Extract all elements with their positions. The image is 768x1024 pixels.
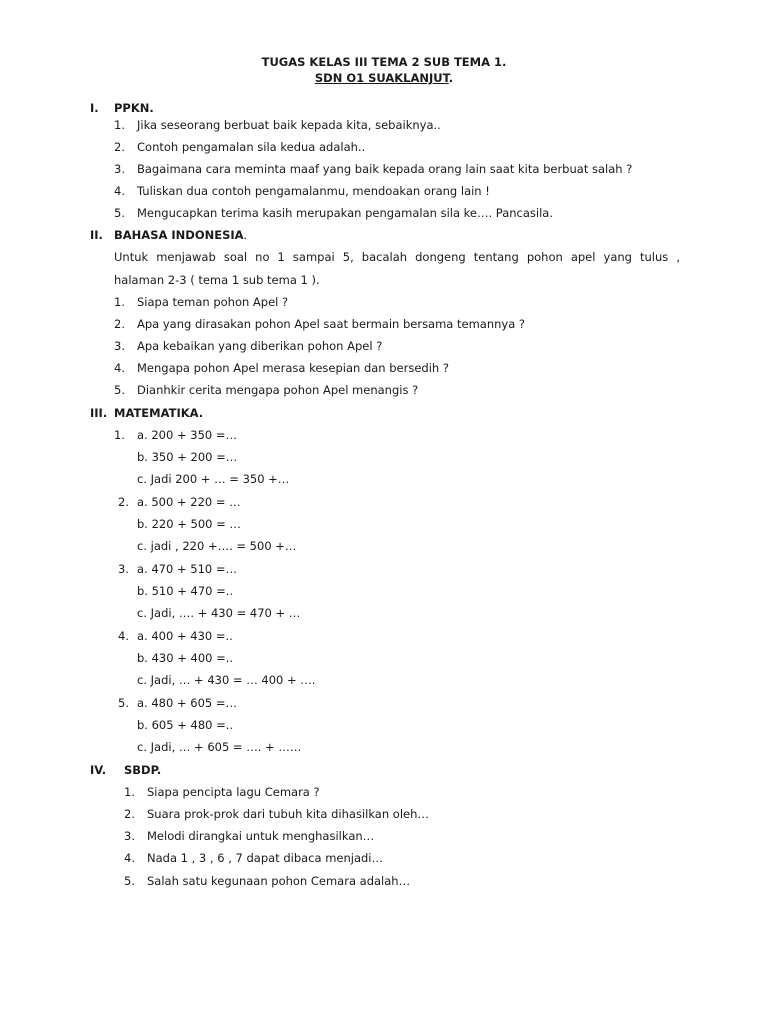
- question-text: Bagaimana cara meminta maaf yang baik kepada orang lain saat kita berbuat salah ?: [137, 162, 633, 176]
- question-number: 2.: [114, 140, 125, 154]
- section-heading-sbdp: SBDP.: [124, 763, 162, 777]
- question-text: Apa yang dirasakan pohon Apel saat bermain bersama temannya ?: [137, 317, 526, 331]
- question-text: Apa kebaikan yang diberikan pohon Apel ?: [137, 339, 383, 353]
- math-part-c: c. Jadi, … + 430 = … 400 + ….: [137, 673, 316, 687]
- section-heading-bahasa-indonesia: [114, 228, 247, 242]
- question-number: 4.: [124, 851, 135, 865]
- question-text: Dianhkir cerita mengapa pohon Apel menangis ?: [137, 383, 419, 397]
- question-text: Melodi dirangkai untuk menghasilkan…: [147, 829, 375, 843]
- math-part-a: a. 200 + 350 =…: [137, 428, 237, 442]
- question-text: Tuliskan dua contoh pengamalanmu, mendoakan orang lain !: [137, 184, 490, 198]
- math-part-b: b. 220 + 500 = …: [137, 517, 241, 531]
- question-number: 5.: [124, 874, 135, 888]
- math-part-b: b. 605 + 480 =..: [137, 718, 234, 732]
- math-part-c: c. Jadi, … + 605 = …. + ……: [137, 740, 302, 754]
- math-part-a: a. 470 + 510 =…: [137, 562, 237, 576]
- math-part-c: c. Jadi 200 + … = 350 +…: [137, 472, 290, 486]
- question-text: Siapa teman pohon Apel ?: [137, 295, 289, 309]
- section-numeral: IV.: [90, 763, 107, 777]
- math-question-number: 4.: [118, 629, 129, 643]
- school-name-line: [0, 71, 768, 85]
- section-heading-period: .: [243, 228, 248, 242]
- question-text: Siapa pencipta lagu Cemara ?: [147, 785, 320, 799]
- section-heading-text: BAHASA INDONESIA: [114, 228, 244, 242]
- math-question-number: 3.: [118, 562, 129, 576]
- question-number: 5.: [114, 383, 125, 397]
- question-number: 1.: [124, 785, 135, 799]
- question-number: 1.: [114, 118, 125, 132]
- math-part-c: c. Jadi, …. + 430 = 470 + …: [137, 606, 301, 620]
- question-number: 4.: [114, 184, 125, 198]
- question-number: 5.: [114, 206, 125, 220]
- question-number: 2.: [114, 317, 125, 331]
- math-part-a: a. 400 + 430 =..: [137, 629, 233, 643]
- math-part-b: b. 510 + 470 =..: [137, 584, 234, 598]
- section-heading-matematika: MATEMATIKA.: [114, 406, 204, 420]
- section-numeral: III.: [90, 406, 108, 420]
- question-text: Suara prok-prok dari tubuh kita dihasilkan oleh…: [147, 807, 429, 821]
- question-text: Mengucapkan terima kasih merupakan pengamalan sila ke…. Pancasila.: [137, 206, 554, 220]
- math-part-c: c. jadi , 220 +…. = 500 +…: [137, 539, 297, 553]
- question-text: Nada 1 , 3 , 6 , 7 dapat dibaca menjadi…: [147, 851, 384, 865]
- section-heading-ppkn: PPKN.: [114, 101, 154, 115]
- math-part-a: a. 500 + 220 = …: [137, 495, 241, 509]
- question-text: Contoh pengamalan sila kedua adalah..: [137, 140, 366, 154]
- school-name-period: .: [448, 71, 454, 85]
- math-question-number: 5.: [118, 696, 129, 710]
- math-part-b: b. 350 + 200 =…: [137, 450, 238, 464]
- math-part-a: a. 480 + 605 =…: [137, 696, 237, 710]
- section-numeral: II.: [90, 228, 103, 242]
- question-number: 2.: [124, 807, 135, 821]
- question-number: 3.: [124, 829, 135, 843]
- school-name: SDN O1 SUAKLANJUT: [314, 71, 449, 85]
- question-number: 1.: [114, 295, 125, 309]
- math-question-number: 2.: [118, 495, 129, 509]
- section-numeral: I.: [90, 101, 99, 115]
- question-text: Mengapa pohon Apel merasa kesepian dan bersedih ?: [137, 361, 449, 375]
- math-question-number: 1.: [114, 428, 125, 442]
- question-number: 3.: [114, 162, 125, 176]
- question-number: 4.: [114, 361, 125, 375]
- question-number: 3.: [114, 339, 125, 353]
- section-intro-line-1: Untuk menjawab soal no 1 sampai 5, bacalah dongeng tentang pohon apel yang tulus ,: [114, 250, 680, 264]
- section-intro-line-2: halaman 2-3 ( tema 1 sub tema 1 ).: [114, 273, 320, 287]
- document-title: TUGAS KELAS III TEMA 2 SUB TEMA 1.: [261, 55, 507, 69]
- question-text: Salah satu kegunaan pohon Cemara adalah…: [147, 874, 411, 888]
- question-text: Jika seseorang berbuat baik kepada kita, sebaiknya..: [137, 118, 441, 132]
- math-part-b: b. 430 + 400 =..: [137, 651, 234, 665]
